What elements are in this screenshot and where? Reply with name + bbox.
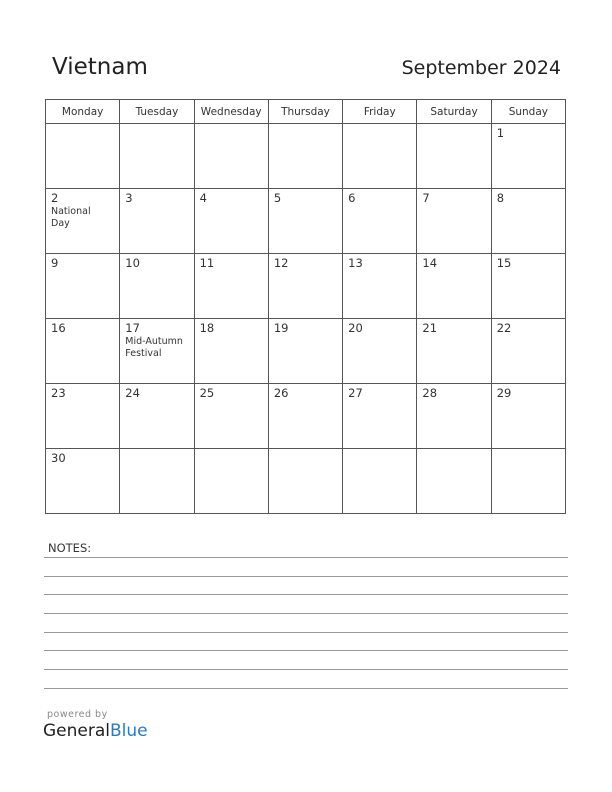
day-cell <box>46 189 120 254</box>
note-line <box>44 613 568 614</box>
note-line <box>44 594 568 595</box>
day-number: 22 <box>496 321 512 335</box>
day-number: 28 <box>422 386 438 400</box>
day-cell <box>194 254 268 319</box>
day-number: 12 <box>273 256 289 270</box>
week-row <box>46 384 566 449</box>
day-cell <box>491 124 565 189</box>
day-cell <box>417 319 491 384</box>
day-number: 9 <box>51 256 59 270</box>
note-line <box>44 576 568 577</box>
day-cell <box>194 384 268 449</box>
day-number: 5 <box>273 191 282 205</box>
note-line <box>44 669 568 670</box>
day-number: 30 <box>51 451 66 465</box>
notes-label: NOTES: <box>48 541 92 555</box>
day-number: 16 <box>51 321 66 335</box>
day-cell <box>46 384 120 449</box>
day-cell <box>417 254 491 319</box>
day-cell <box>491 384 565 449</box>
day-number <box>269 449 342 452</box>
week-row <box>46 319 566 384</box>
weekday-friday: Friday <box>343 100 417 124</box>
weekday-header-row <box>46 100 566 124</box>
day-cell <box>46 124 120 189</box>
day-cell <box>268 449 342 514</box>
day-number: 25 <box>199 386 215 400</box>
day-cell <box>417 189 491 254</box>
day-cell <box>268 319 342 384</box>
day-cell <box>343 319 417 384</box>
day-cell <box>194 189 268 254</box>
holiday-label: National Day <box>51 206 91 229</box>
day-cell <box>194 449 268 514</box>
day-cell <box>120 449 194 514</box>
day-number: 19 <box>273 321 289 335</box>
weekday-sunday: Sunday <box>491 100 565 124</box>
day-number: 4 <box>199 191 207 205</box>
day-cell <box>194 319 268 384</box>
day-number: 29 <box>496 386 512 400</box>
day-cell <box>46 319 120 384</box>
day-number <box>343 449 416 452</box>
day-cell <box>491 319 565 384</box>
day-cell <box>194 124 268 189</box>
day-number: 20 <box>348 321 363 335</box>
day-number: 11 <box>199 256 215 270</box>
day-number: 17 <box>125 321 140 335</box>
powered-by-text: powered by <box>47 709 108 720</box>
brand-blue: Blue <box>110 721 148 741</box>
month-title: September 2024 <box>401 57 561 79</box>
day-number <box>269 124 342 127</box>
weekday-thursday: Thursday <box>268 100 342 124</box>
day-cell <box>491 189 565 254</box>
day-number: 2 <box>51 191 59 205</box>
day-cell <box>343 189 417 254</box>
day-cell <box>120 319 194 384</box>
day-cell <box>268 254 342 319</box>
day-number: 3 <box>125 191 133 205</box>
day-number: 8 <box>496 191 505 205</box>
day-number <box>417 124 490 127</box>
day-number: 15 <box>496 256 512 270</box>
day-cell <box>46 449 120 514</box>
week-row <box>46 189 566 254</box>
day-cell <box>343 254 417 319</box>
day-number <box>46 124 119 127</box>
weekday-tuesday: Tuesday <box>120 100 194 124</box>
day-number: 18 <box>199 321 215 335</box>
day-cell <box>46 254 120 319</box>
note-line <box>44 557 568 558</box>
day-number: 24 <box>125 386 140 400</box>
brand-general: General <box>43 721 110 741</box>
day-cell <box>343 124 417 189</box>
weekday-saturday: Saturday <box>417 100 491 124</box>
day-cell <box>120 254 194 319</box>
day-number: 10 <box>125 256 140 270</box>
week-row <box>46 124 566 189</box>
day-number: 1 <box>496 126 505 140</box>
day-number: 6 <box>348 191 356 205</box>
day-number: 26 <box>273 386 289 400</box>
weekday-monday: Monday <box>46 100 120 124</box>
day-number <box>120 449 193 452</box>
weekday-wednesday: Wednesday <box>194 100 268 124</box>
week-row <box>46 449 566 514</box>
note-line <box>44 632 568 633</box>
day-cell <box>417 384 491 449</box>
day-number <box>120 124 193 127</box>
day-cell <box>491 449 565 514</box>
day-number <box>492 449 565 452</box>
calendar-grid <box>45 99 566 514</box>
day-cell <box>268 189 342 254</box>
week-row <box>46 254 566 319</box>
day-number: 7 <box>422 191 430 205</box>
day-cell <box>343 384 417 449</box>
day-cell <box>491 254 565 319</box>
day-cell <box>120 384 194 449</box>
day-number <box>195 124 268 127</box>
day-cell <box>343 449 417 514</box>
day-cell <box>268 384 342 449</box>
country-title: Vietnam <box>52 54 148 80</box>
day-cell <box>120 189 194 254</box>
day-number: 27 <box>348 386 363 400</box>
day-cell <box>120 124 194 189</box>
day-number: 21 <box>422 321 438 335</box>
day-number: 14 <box>422 256 438 270</box>
day-cell <box>417 124 491 189</box>
day-cell <box>268 124 342 189</box>
day-number <box>195 449 268 452</box>
day-number <box>343 124 416 127</box>
day-number: 23 <box>51 386 66 400</box>
holiday-label: Mid-Autumn Festival <box>125 336 183 359</box>
day-number <box>417 449 490 452</box>
brand-logo[interactable] <box>43 721 148 741</box>
day-cell <box>417 449 491 514</box>
day-number: 13 <box>348 256 363 270</box>
note-line <box>44 688 568 689</box>
note-line <box>44 650 568 651</box>
